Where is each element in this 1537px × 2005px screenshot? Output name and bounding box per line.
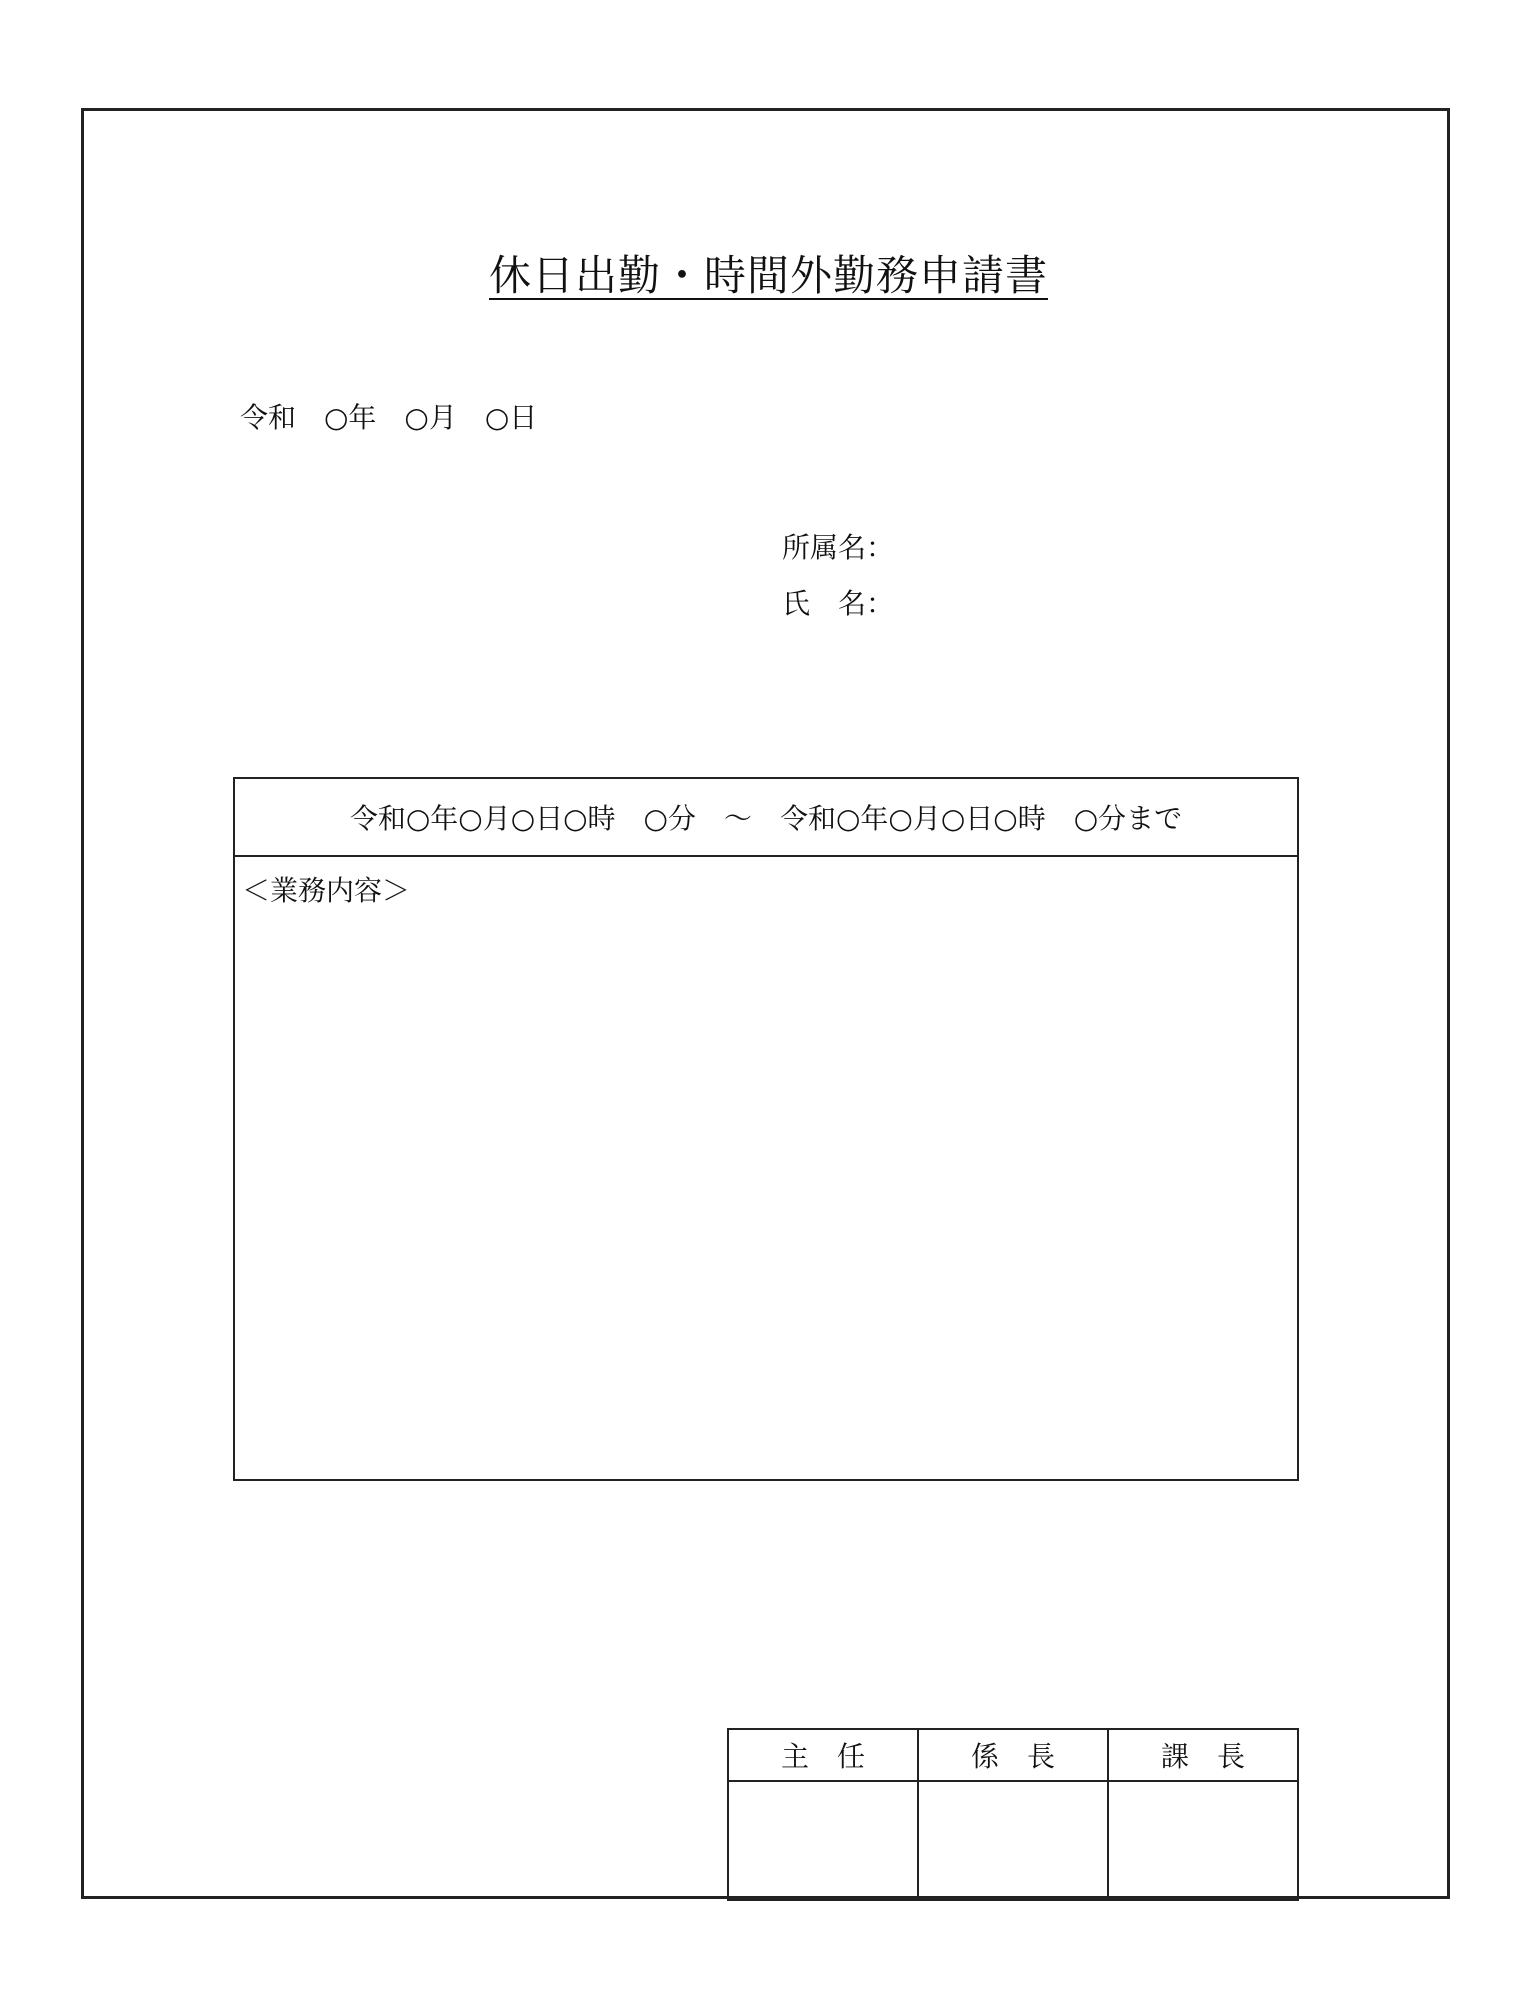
approval-stamp-chief xyxy=(728,1781,918,1900)
work-period-box xyxy=(233,777,1299,1481)
approval-stamp-section-chief xyxy=(918,1781,1108,1900)
work-period-text: 令和○年○月○日○時 ○分 ～ 令和○年○月○日○時 ○分まで xyxy=(235,779,1297,857)
application-date: 令和 ○年 ○月 ○日 xyxy=(240,401,538,434)
approval-header-manager: 課 長 xyxy=(1108,1729,1298,1781)
approval-header-section-chief: 係 長 xyxy=(918,1729,1108,1781)
document-title xyxy=(0,248,1537,304)
approval-stamp-manager xyxy=(1108,1781,1298,1900)
approval-header-chief: 主 任 xyxy=(728,1729,918,1781)
approval-stamp-table xyxy=(727,1728,1299,1901)
work-content-label: ＜業務内容＞ xyxy=(242,874,411,907)
name-label: 氏 名： xyxy=(782,587,895,620)
affiliation-label: 所属名： xyxy=(782,531,895,564)
document-title-text: 休日出勤・時間外勤務申請書 xyxy=(488,251,1048,300)
